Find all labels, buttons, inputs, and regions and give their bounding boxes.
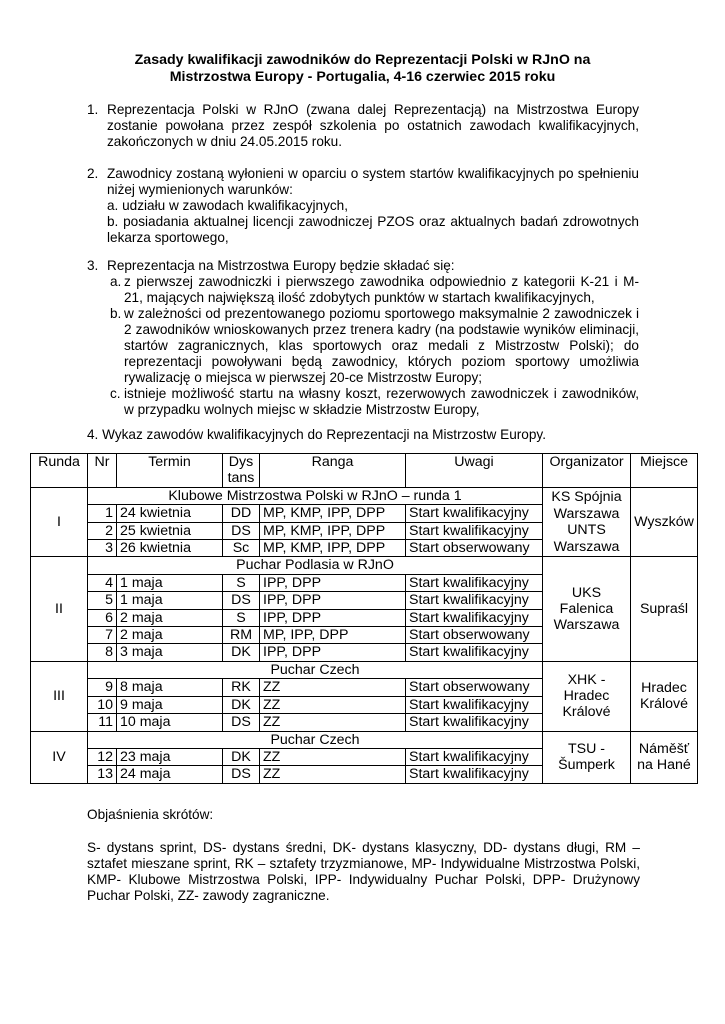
uwagi-cell: Start kwalifikacyjny (406, 609, 543, 626)
item-3 (87, 258, 639, 418)
organizator-cell: KS Spójnia Warszawa UNTS Warszawa (543, 487, 631, 557)
ranga-cell: IPP, DPP (260, 609, 406, 626)
dystans-cell: Sc (223, 540, 260, 557)
event-row (31, 731, 698, 748)
nr-cell: 2 (88, 522, 117, 539)
item-2-number: 2. (87, 166, 99, 181)
item-4-text: 4. Wykaz zawodów kwalifikacyjnych do Reprezentacji na Mistrzostw Europy. (87, 427, 546, 442)
nr-cell: 3 (88, 540, 117, 557)
dystans-cell: DS (223, 592, 260, 609)
miejsce-cell: Hradec Králové (631, 661, 698, 731)
uwagi-cell: Start kwalifikacyjny (406, 522, 543, 539)
termin-cell: 23 maja (117, 748, 223, 765)
nr-cell: 7 (88, 627, 117, 644)
item-3-sub-c (110, 386, 639, 418)
nr-cell: 8 (88, 644, 117, 661)
ranga-cell: MP, KMP, IPP, DPP (260, 505, 406, 522)
dystans-cell: DK (223, 748, 260, 765)
sub-c-label: c. (110, 386, 121, 401)
organizator-cell: TSU - Šumperk (543, 731, 631, 783)
header-organizator: Organizator (543, 454, 631, 488)
header-dystans: Dys tans (223, 454, 260, 488)
termin-cell: 1 maja (117, 592, 223, 609)
runda-cell: III (31, 661, 88, 731)
uwagi-cell: Start kwalifikacyjny (406, 766, 543, 783)
header-miejsce: Miejsce (631, 454, 698, 488)
miejsce-cell: Supraśl (631, 557, 698, 661)
uwagi-cell: Start obserwowany (406, 627, 543, 644)
competition-table (30, 453, 698, 784)
nr-cell: 4 (88, 574, 117, 591)
runda-cell: IV (31, 731, 88, 783)
termin-cell: 1 maja (117, 574, 223, 591)
event-row (31, 661, 698, 678)
ranga-cell: IPP, DPP (260, 574, 406, 591)
nr-cell: 1 (88, 505, 117, 522)
dystans-cell: DS (223, 766, 260, 783)
event-row (31, 557, 698, 574)
dystans-cell: RK (223, 679, 260, 696)
table-header-row (31, 454, 698, 488)
ranga-cell: IPP, DPP (260, 644, 406, 661)
item-1 (87, 102, 639, 150)
termin-cell: 24 kwietnia (117, 505, 223, 522)
ranga-cell: ZZ (260, 696, 406, 713)
termin-cell: 9 maja (117, 696, 223, 713)
title-line-1: Zasady kwalifikacji zawodników do Reprezentacji Polski w RJnO na (134, 52, 591, 68)
termin-cell: 3 maja (117, 644, 223, 661)
dystans-cell: DS (223, 522, 260, 539)
header-termin: Termin (117, 454, 223, 488)
ranga-cell: MP, KMP, IPP, DPP (260, 522, 406, 539)
footer-text: S- dystans sprint, DS- dystans średni, DK- dystans klasyczny, DD- dystans długi, RM – sztafet mieszane sprint, RK – sztafety trzyzmianowe, MP- Indywidualne Mistrzostwa Polski, KMP- Klubowe Mistrzostwa Polski, IPP- Indywidualny Puchar Polski, DPP- Drużynowy Puchar Polski, ZZ- zawody zagraniczne. (87, 840, 640, 903)
document-title (0, 52, 725, 86)
uwagi-cell: Start kwalifikacyjny (406, 696, 543, 713)
item-3-sub-b (110, 306, 639, 386)
termin-cell: 2 maja (117, 627, 223, 644)
event-name: Klubowe Mistrzostwa Polski w RJnO – runda 1 (88, 487, 543, 504)
sub-a-text: z pierwszej zawodniczki i pierwszego zawodnika odpowiednio z kategorii K-21 i M-21, mających największą ilość zdobytych punktów w startach kwalifikacyjnych, (124, 274, 639, 305)
dystans-cell: DS (223, 714, 260, 731)
nr-cell: 5 (88, 592, 117, 609)
item-2-sub-a: a. udziału w zawodach kwalifikacyjnych, (107, 198, 349, 213)
sub-a-label: a. (110, 274, 122, 289)
footer-heading: Objaśnienia skrótów: (87, 807, 214, 822)
ranga-cell: ZZ (260, 748, 406, 765)
dystans-cell: DK (223, 644, 260, 661)
sub-b-text: w zależności od prezentowanego poziomu sportowego maksymalnie 2 zawodniczek i 2 zawodników wnioskowanych przez trenera kadry (na podstawie wyników eliminacji, startów zagranicznych, klas sportowych oraz medali z Mistrzostw Polski); do reprezentacji powoływani będą zawodnicy, których poziom sportowy umożliwia rywalizację o miejsca w pierwszej 20-ce Mistrzostw Europy; (124, 306, 639, 385)
sub-b-label: b. (110, 306, 122, 321)
nr-cell: 6 (88, 609, 117, 626)
uwagi-cell: Start kwalifikacyjny (406, 592, 543, 609)
ranga-cell: ZZ (260, 714, 406, 731)
sub-c-text: istnieje możliwość startu na własny koszt, rezerwowych zawodniczek i zawodników, w przypadku wolnych miejsc w składzie Mistrzostw Europy, (124, 386, 639, 417)
title-line-2: Mistrzostwa Europy - Portugalia, 4-16 czerwiec 2015 roku (169, 69, 556, 85)
nr-cell: 9 (88, 679, 117, 696)
dystans-cell: DD (223, 505, 260, 522)
dystans-cell: S (223, 574, 260, 591)
runda-cell: I (31, 487, 88, 557)
ranga-cell: MP, IPP, DPP (260, 627, 406, 644)
organizator-cell: UKS Falenica Warszawa (543, 557, 631, 661)
header-uwagi: Uwagi (406, 454, 543, 488)
runda-cell: II (31, 557, 88, 661)
termin-cell: 26 kwietnia (117, 540, 223, 557)
item-2-text: Zawodnicy zostaną wyłonieni w oparciu o system startów kwalifikacyjnych po spełnieniu niżej wymienionych warunków: (107, 166, 639, 197)
termin-cell: 2 maja (117, 609, 223, 626)
item-1-text: Reprezentacja Polski w RJnO (zwana dalej Reprezentacją) na Mistrzostwa Europy zostanie powołana przez zespół szkolenia po ostatnich zawodach kwalifikacyjnych, zakończonych w dniu 24.05.2015 roku. (107, 102, 639, 149)
dystans-cell: RM (223, 627, 260, 644)
uwagi-cell: Start kwalifikacyjny (406, 505, 543, 522)
header-nr: Nr (88, 454, 117, 488)
termin-cell: 25 kwietnia (117, 522, 223, 539)
event-name: Puchar Czech (88, 731, 543, 748)
termin-cell: 24 maja (117, 766, 223, 783)
termin-cell: 8 maja (117, 679, 223, 696)
item-2-sub-b: b. posiadania aktualnej licencji zawodniczej PZOS oraz aktualnych badań zdrowotnych lekarza sportowego, (107, 214, 639, 245)
ranga-cell: ZZ (260, 679, 406, 696)
uwagi-cell: Start obserwowany (406, 679, 543, 696)
miejsce-cell: Wyszków (631, 487, 698, 557)
item-1-number: 1. (87, 102, 99, 117)
uwagi-cell: Start kwalifikacyjny (406, 748, 543, 765)
event-name: Puchar Podlasia w RJnO (88, 557, 543, 574)
event-row (31, 487, 698, 504)
uwagi-cell: Start kwalifikacyjny (406, 644, 543, 661)
item-3-text: Reprezentacja na Mistrzostwa Europy będzie składać się: (107, 258, 455, 273)
event-name: Puchar Czech (88, 661, 543, 678)
ranga-cell: ZZ (260, 766, 406, 783)
item-4 (87, 427, 639, 443)
uwagi-cell: Start obserwowany (406, 540, 543, 557)
nr-cell: 12 (88, 748, 117, 765)
uwagi-cell: Start kwalifikacyjny (406, 714, 543, 731)
dystans-cell: S (223, 609, 260, 626)
item-3-sub-a (110, 274, 639, 306)
nr-cell: 10 (88, 696, 117, 713)
ranga-cell: IPP, DPP (260, 592, 406, 609)
dystans-cell: DK (223, 696, 260, 713)
miejsce-cell: Náměšť na Hané (631, 731, 698, 783)
nr-cell: 13 (88, 766, 117, 783)
ranga-cell: MP, KMP, IPP, DPP (260, 540, 406, 557)
nr-cell: 11 (88, 714, 117, 731)
termin-cell: 10 maja (117, 714, 223, 731)
header-ranga: Ranga (260, 454, 406, 488)
header-runda: Runda (31, 454, 88, 488)
uwagi-cell: Start kwalifikacyjny (406, 574, 543, 591)
item-3-number: 3. (87, 258, 99, 273)
item-2 (87, 166, 639, 246)
organizator-cell: XHK - Hradec Králové (543, 661, 631, 731)
